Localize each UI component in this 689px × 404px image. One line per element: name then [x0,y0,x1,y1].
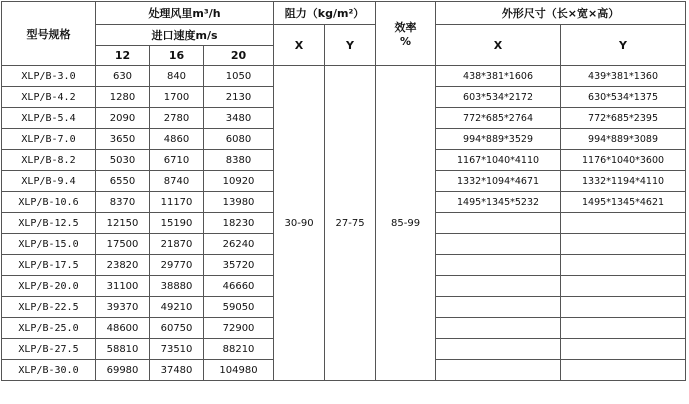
airflow-12-cell: 630 [96,66,150,87]
airflow-20-cell: 1050 [204,66,274,87]
dimension-y-cell [561,255,686,276]
dimension-y-cell: 772*685*2395 [561,108,686,129]
airflow-12-cell: 58810 [96,339,150,360]
airflow-12-cell: 17500 [96,234,150,255]
airflow-12-cell: 23820 [96,255,150,276]
airflow-20-cell: 2130 [204,87,274,108]
dimension-x-cell [436,339,561,360]
dimension-x-cell: 1495*1345*5232 [436,192,561,213]
airflow-12-cell: 39370 [96,297,150,318]
header-efficiency-unit: % [400,35,412,48]
model-cell: XLP/B-15.0 [2,234,96,255]
model-cell: XLP/B-25.0 [2,318,96,339]
model-cell: XLP/B-4.2 [2,87,96,108]
model-cell: XLP/B-3.0 [2,66,96,87]
header-speed-20: 20 [204,46,274,66]
airflow-20-cell: 26240 [204,234,274,255]
dimension-y-cell [561,234,686,255]
airflow-20-cell: 3480 [204,108,274,129]
header-airflow: 处理风里m³/h [96,2,274,25]
header-resistance: 阻力（kg/m²） [274,2,376,25]
airflow-16-cell: 60750 [150,318,204,339]
airflow-20-cell: 6080 [204,129,274,150]
dimension-y-cell [561,297,686,318]
dimension-x-cell: 438*381*1606 [436,66,561,87]
dimension-y-cell [561,276,686,297]
dimension-x-cell [436,276,561,297]
airflow-16-cell: 73510 [150,339,204,360]
airflow-20-cell: 46660 [204,276,274,297]
dimension-x-cell: 1167*1040*4110 [436,150,561,171]
header-model: 型号规格 [2,2,96,66]
model-cell: XLP/B-5.4 [2,108,96,129]
table-body [2,66,686,381]
airflow-20-cell: 35720 [204,255,274,276]
airflow-16-cell: 6710 [150,150,204,171]
header-speed-16: 16 [150,46,204,66]
airflow-16-cell: 840 [150,66,204,87]
model-cell: XLP/B-22.5 [2,297,96,318]
dimension-x-cell: 994*889*3529 [436,129,561,150]
dimension-x-cell [436,360,561,381]
header-dimensions: 外形尺寸（长×宽×高） [436,2,686,25]
model-cell: XLP/B-17.5 [2,255,96,276]
airflow-12-cell: 1280 [96,87,150,108]
model-cell: XLP/B-7.0 [2,129,96,150]
airflow-12-cell: 3650 [96,129,150,150]
model-cell: XLP/B-10.6 [2,192,96,213]
model-cell: XLP/B-12.5 [2,213,96,234]
resistance-x-cell: 30-90 [274,66,325,381]
dimension-x-cell [436,213,561,234]
airflow-20-cell: 10920 [204,171,274,192]
airflow-20-cell: 13980 [204,192,274,213]
dimension-x-cell: 603*534*2172 [436,87,561,108]
airflow-20-cell: 72900 [204,318,274,339]
dimension-y-cell: 994*889*3089 [561,129,686,150]
airflow-20-cell: 59050 [204,297,274,318]
model-cell: XLP/B-20.0 [2,276,96,297]
airflow-20-cell: 104980 [204,360,274,381]
header-efficiency [376,2,436,66]
header-inlet-speed: 进口速度m/s [96,25,274,46]
airflow-16-cell: 2780 [150,108,204,129]
dimension-y-cell: 1332*1194*4110 [561,171,686,192]
dimension-y-cell: 1176*1040*3600 [561,150,686,171]
model-cell: XLP/B-30.0 [2,360,96,381]
table-row [2,66,686,87]
airflow-12-cell: 8370 [96,192,150,213]
resistance-y-cell: 27-75 [325,66,376,381]
spec-table [1,1,686,381]
airflow-20-cell: 18230 [204,213,274,234]
dimension-y-cell [561,318,686,339]
header-dimension-x: X [436,25,561,66]
airflow-16-cell: 49210 [150,297,204,318]
airflow-12-cell: 6550 [96,171,150,192]
airflow-16-cell: 8740 [150,171,204,192]
dimension-x-cell [436,255,561,276]
airflow-16-cell: 15190 [150,213,204,234]
model-cell: XLP/B-27.5 [2,339,96,360]
dimension-x-cell: 1332*1094*4671 [436,171,561,192]
airflow-12-cell: 5030 [96,150,150,171]
dimension-x-cell [436,234,561,255]
airflow-12-cell: 48600 [96,318,150,339]
airflow-12-cell: 69980 [96,360,150,381]
header-efficiency-label: 效率 [394,21,417,34]
header-speed-12: 12 [96,46,150,66]
model-cell: XLP/B-8.2 [2,150,96,171]
header-resistance-y: Y [325,25,376,66]
dimension-x-cell [436,318,561,339]
dimension-y-cell [561,213,686,234]
dimension-y-cell [561,339,686,360]
airflow-16-cell: 4860 [150,129,204,150]
airflow-12-cell: 12150 [96,213,150,234]
header-resistance-x: X [274,25,325,66]
header-dimension-y: Y [561,25,686,66]
airflow-20-cell: 88210 [204,339,274,360]
airflow-20-cell: 8380 [204,150,274,171]
airflow-16-cell: 37480 [150,360,204,381]
airflow-16-cell: 1700 [150,87,204,108]
airflow-16-cell: 38880 [150,276,204,297]
dimension-y-cell: 1495*1345*4621 [561,192,686,213]
airflow-12-cell: 31100 [96,276,150,297]
dimension-y-cell [561,360,686,381]
airflow-12-cell: 2090 [96,108,150,129]
airflow-16-cell: 11170 [150,192,204,213]
dimension-x-cell [436,297,561,318]
dimension-x-cell: 772*685*2764 [436,108,561,129]
efficiency-cell: 85-99 [376,66,436,381]
model-cell: XLP/B-9.4 [2,171,96,192]
dimension-y-cell: 439*381*1360 [561,66,686,87]
airflow-16-cell: 21870 [150,234,204,255]
airflow-16-cell: 29770 [150,255,204,276]
dimension-y-cell: 630*534*1375 [561,87,686,108]
